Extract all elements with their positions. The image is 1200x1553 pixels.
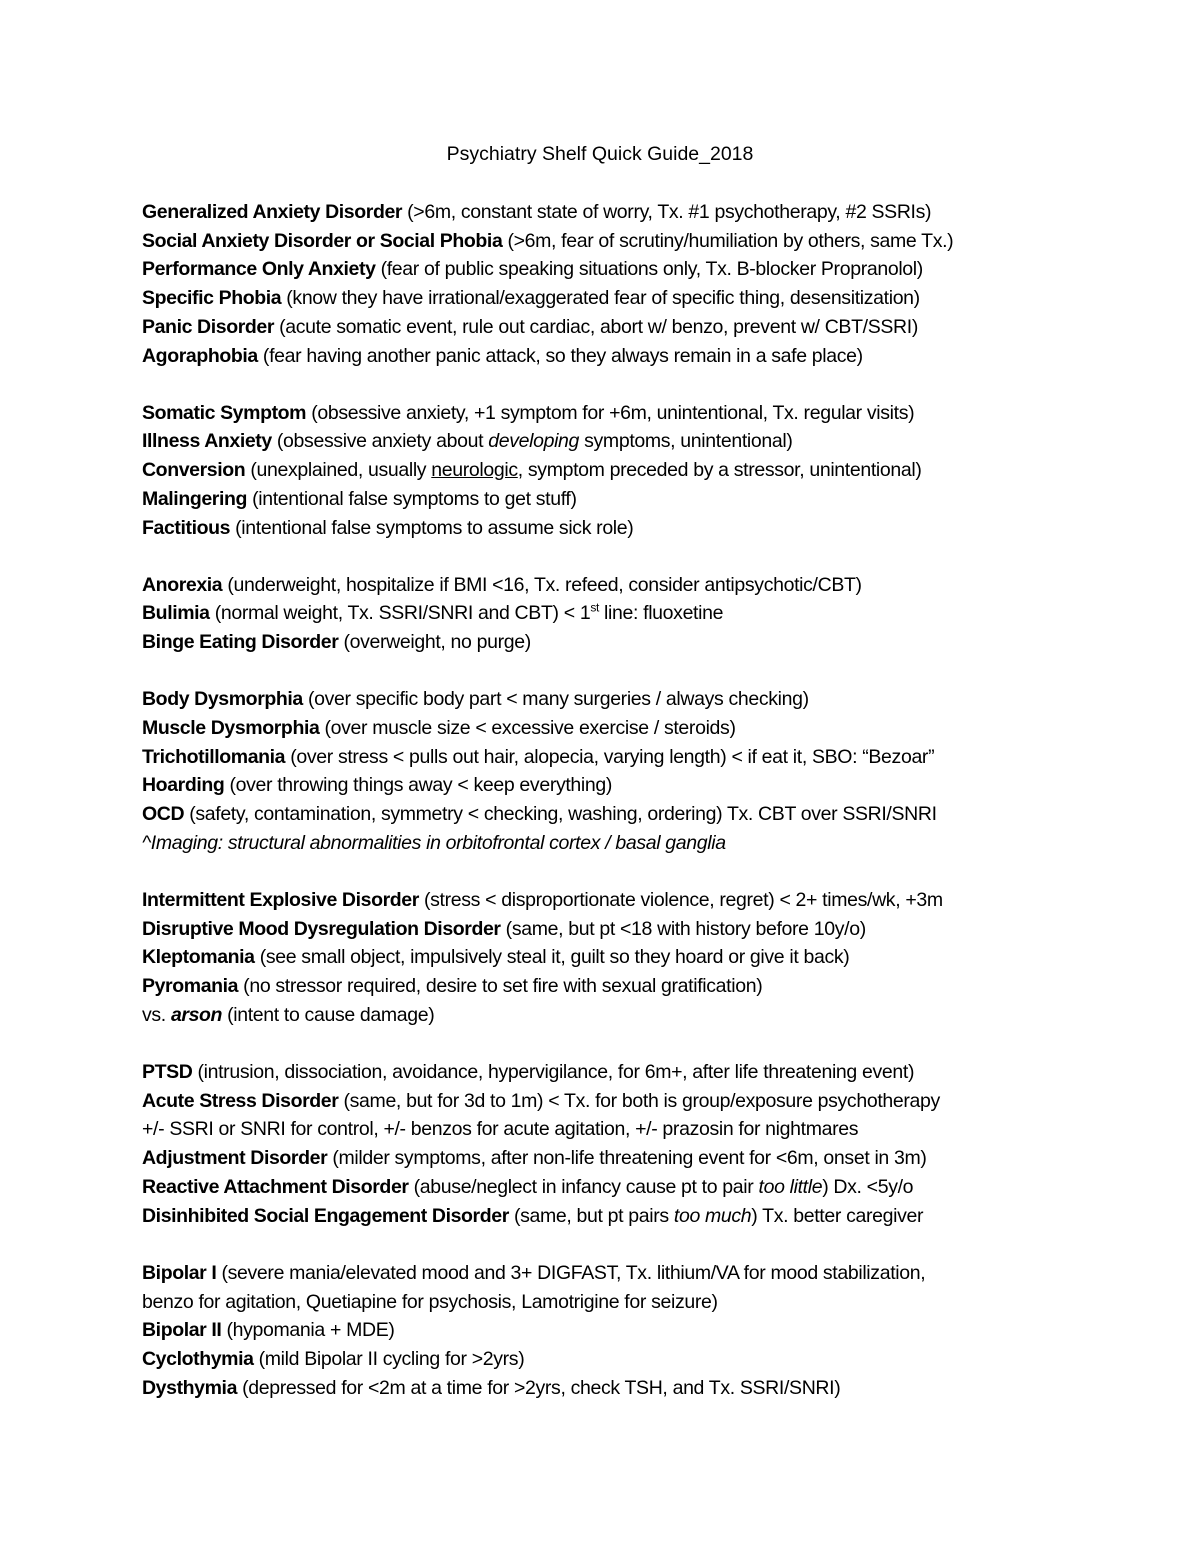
condition-name: Malingering [142, 487, 248, 510]
condition-name: Anorexia [142, 573, 223, 596]
condition-name: Trichotillomania [142, 745, 286, 768]
condition-description: benzo for agitation, Quetiapine for psychosis, Lamotrigine for seizure) [142, 1290, 718, 1313]
condition-description: +/- SSRI or SNRI for control, +/- benzos for acute agitation, +/- prazosin for nightmares [142, 1118, 859, 1141]
condition-name: Bulimia [142, 602, 210, 625]
condition-description: (obsessive anxiety, +1 symptom for +6m, unintentional, Tx. regular visits) [306, 401, 915, 424]
condition-description-cont: ) Tx. better caregiver [751, 1204, 924, 1227]
guide-line [142, 284, 1142, 313]
condition-description: (acute somatic event, rule out cardiac, abort w/ benzo, prevent w/ CBT/SSRI) [274, 315, 918, 338]
document-title: Psychiatry Shelf Quick Guide_2018 [446, 143, 754, 165]
condition-name: Bipolar II [142, 1319, 222, 1342]
condition-name: Conversion [142, 459, 246, 482]
condition-name: Kleptomania [142, 946, 255, 969]
guide-line [142, 485, 1142, 514]
condition-description-cont: ) Dx. <5y/o [822, 1175, 914, 1198]
condition-description: (hypomania + MDE) [221, 1319, 395, 1342]
guide-line [142, 1144, 1142, 1173]
guide-line [142, 571, 1142, 600]
emphasis-text: too little [758, 1175, 823, 1198]
guide-line [142, 427, 1142, 456]
condition-name: Specific Phobia [142, 287, 282, 310]
condition-description: (depressed for <2m at a time for >2yrs, check TSH, and Tx. SSRI/SNRI) [237, 1376, 841, 1399]
guide-line [142, 1202, 1142, 1231]
section-1 [142, 198, 1142, 370]
guide-line [142, 342, 1142, 371]
condition-description: (fear of public speaking situations only, Tx. B-blocker Propranolol) [375, 258, 923, 281]
condition-description: (know they have irrational/exaggerated fear of specific thing, desensitization) [281, 287, 920, 310]
guide-line [142, 456, 1142, 485]
guide-line [142, 255, 1142, 284]
guide-line [142, 1173, 1142, 1202]
condition-description-cont: , symptom preceded by a stressor, unintentional) [517, 459, 922, 482]
condition-description: (obsessive anxiety about [271, 430, 489, 453]
guide-line [142, 886, 1142, 915]
condition-name: Binge Eating Disorder [142, 631, 339, 654]
condition-description: (abuse/neglect in infancy cause pt to pair [408, 1175, 759, 1198]
guide-line [142, 943, 1142, 972]
condition-name: Bipolar I [142, 1261, 217, 1284]
condition-name: arson [170, 1003, 223, 1026]
guide-line [142, 1374, 1142, 1403]
condition-name: Agoraphobia [142, 344, 258, 367]
guide-line [142, 198, 1142, 227]
condition-description-cont: symptoms, unintentional) [579, 430, 793, 453]
guide-line [142, 514, 1142, 543]
condition-description: (safety, contamination, symmetry < checking, washing, ordering) Tx. CBT over SSRI/SNRI [184, 803, 937, 826]
section-7 [142, 1259, 1142, 1403]
condition-name: Intermittent Explosive Disorder [142, 889, 419, 912]
condition-description: (intentional false symptoms to get stuff) [247, 487, 577, 510]
section-3 [142, 571, 1142, 657]
condition-description: (severe mania/elevated mood and 3+ DIGFAST, Tx. lithium/VA for mood stabilization, [216, 1261, 926, 1284]
condition-name: Panic Disorder [142, 315, 275, 338]
condition-description: (>6m, constant state of worry, Tx. #1 psychotherapy, #2 SSRIs) [402, 201, 932, 223]
condition-name: Somatic Symptom [142, 401, 307, 424]
guide-line [142, 1087, 1142, 1116]
guide-line [142, 714, 1142, 743]
guide-line [142, 743, 1142, 772]
guide-line [142, 1115, 1142, 1144]
condition-description: (intentional false symptoms to assume sick role) [230, 516, 634, 539]
condition-name: Cyclothymia [142, 1347, 254, 1370]
guide-line [142, 1345, 1142, 1374]
condition-name: Disruptive Mood Dysregulation Disorder [142, 917, 501, 940]
condition-name: Disinhibited Social Engagement Disorder [142, 1204, 509, 1227]
condition-description: (underweight, hospitalize if BMI <16, Tx. refeed, consider antipsychotic/CBT) [222, 573, 862, 596]
guide-line [142, 313, 1142, 342]
guide-line [142, 628, 1142, 657]
section-2 [142, 399, 1142, 543]
emphasis-text: too much [673, 1204, 752, 1227]
document-body [142, 140, 1142, 1431]
condition-description: (overweight, no purge) [338, 631, 531, 654]
guide-line [142, 915, 1142, 944]
guide-line [142, 972, 1142, 1001]
condition-description: (see small object, impulsively steal it, guilt so they hoard or give it back) [254, 946, 850, 969]
guide-line [142, 800, 1142, 829]
condition-description: (same, but pt <18 with history before 10y/o) [500, 917, 866, 940]
guide-line [142, 1316, 1142, 1345]
guide-line [142, 685, 1142, 714]
condition-description: (stress < disproportionate violence, regret) < 2+ times/wk, +3m [418, 889, 943, 912]
guide-line [142, 399, 1142, 428]
condition-name: Dysthymia [142, 1376, 238, 1399]
emphasis-text: developing [488, 430, 580, 453]
condition-name: Pyromania [142, 975, 239, 998]
condition-description: (same, but pt pairs [508, 1204, 674, 1227]
underlined-text: neurologic [431, 459, 518, 482]
condition-description: (over throwing things away < keep everything) [224, 774, 613, 797]
condition-description: (no stressor required, desire to set fire with sexual gratification) [238, 975, 763, 998]
condition-description: (intent to cause damage) [222, 1003, 435, 1026]
condition-description: (normal weight, Tx. SSRI/SNRI and CBT) < 1 [209, 602, 591, 625]
condition-name: Generalized Anxiety Disorder [142, 201, 403, 223]
condition-description: (milder symptoms, after non-life threatening event for <6m, onset in 3m) [327, 1147, 927, 1170]
section-4 [142, 685, 1142, 857]
condition-description: (unexplained, usually [245, 459, 432, 482]
guide-line [142, 829, 1142, 858]
condition-name: OCD [142, 803, 185, 826]
condition-name: Hoarding [142, 774, 225, 797]
guide-line [142, 771, 1142, 800]
condition-description: (over muscle size < excessive exercise / steroids) [319, 717, 736, 740]
condition-name: Illness Anxiety [142, 430, 272, 453]
condition-description: (>6m, fear of scrutiny/humiliation by others, same Tx.) [502, 229, 954, 252]
guide-line [142, 1259, 1142, 1288]
guide-line [142, 1001, 1142, 1030]
condition-name: Muscle Dysmorphia [142, 717, 320, 740]
condition-name: Factitious [142, 516, 231, 539]
condition-description-cont: line: fluoxetine [598, 602, 724, 625]
section-5 [142, 886, 1142, 1030]
condition-description: (mild Bipolar II cycling for >2yrs) [253, 1347, 525, 1370]
document-sections [142, 198, 1142, 1402]
condition-name: Adjustment Disorder [142, 1147, 328, 1170]
condition-description: (same, but for 3d to 1m) < Tx. for both is group/exposure psychotherapy [338, 1089, 940, 1112]
line-prefix: vs. [142, 1003, 171, 1026]
condition-description: (over stress < pulls out hair, alopecia, varying length) < if eat it, SBO: “Bezoar” [285, 745, 935, 768]
condition-name: Acute Stress Disorder [142, 1089, 339, 1112]
guide-line [142, 599, 1142, 628]
condition-description: (intrusion, dissociation, avoidance, hypervigilance, for 6m+, after life threatening event) [192, 1061, 915, 1084]
emphasis-text: ^Imaging: structural abnormalities in orbitofrontal cortex / basal ganglia [142, 831, 726, 854]
condition-name: Performance Only Anxiety [142, 258, 376, 281]
condition-name: PTSD [142, 1061, 193, 1084]
condition-name: Reactive Attachment Disorder [142, 1175, 409, 1198]
guide-line [142, 1288, 1142, 1317]
condition-description: (over specific body part < many surgeries / always checking) [302, 688, 809, 711]
guide-line [142, 227, 1142, 256]
superscript-text: st [590, 600, 599, 615]
condition-name: Social Anxiety Disorder or Social Phobia [142, 229, 503, 252]
condition-name: Body Dysmorphia [142, 688, 303, 711]
section-6 [142, 1058, 1142, 1230]
guide-line [142, 1058, 1142, 1087]
condition-description: (fear having another panic attack, so they always remain in a safe place) [257, 344, 863, 367]
